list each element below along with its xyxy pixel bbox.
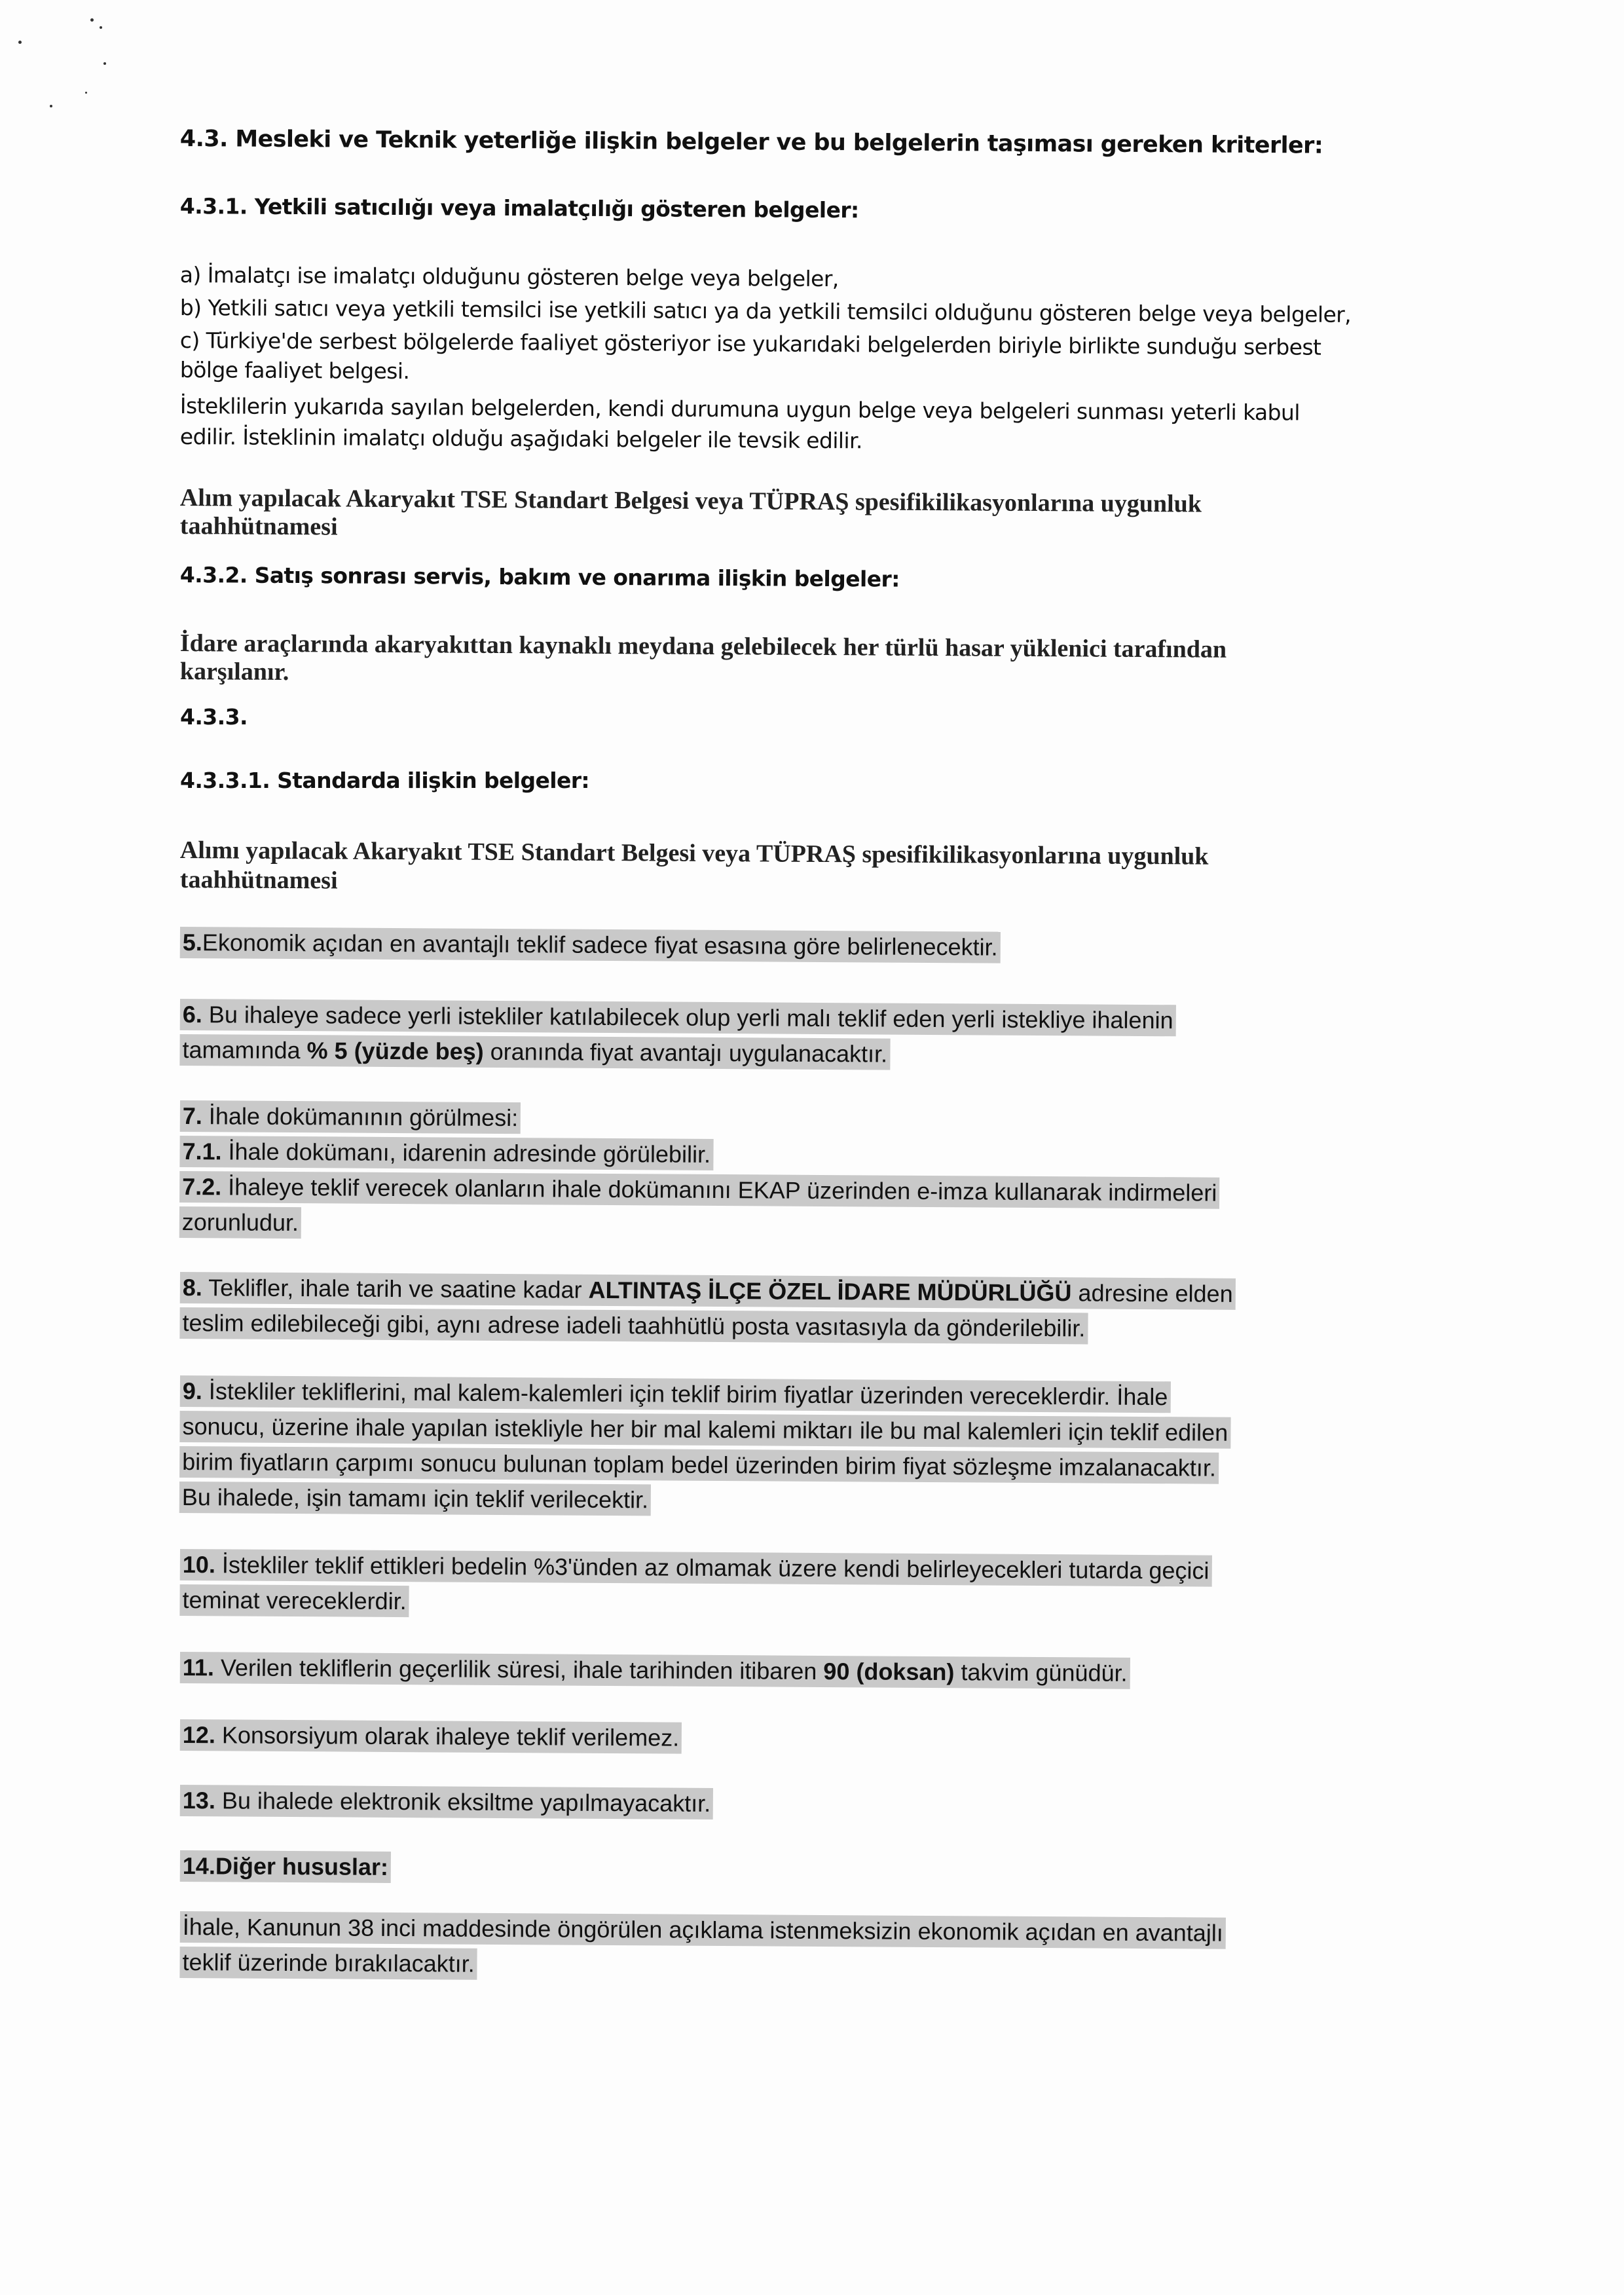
item-7-line <box>180 1100 521 1134</box>
item-9-text-1: İstekliler tekliflerini, mal kalem-kalemleri için teklif birim fiyatlar üzerinden vereceklerdir. İhale <box>202 1377 1168 1411</box>
item-5-number: 5. <box>182 929 203 956</box>
item-6-percent: % 5 (yüzde beş) <box>306 1037 484 1065</box>
item-7-1-line <box>179 1136 713 1170</box>
item-10-line-1 <box>180 1549 1212 1587</box>
scan-speck <box>50 105 52 107</box>
item-8-institution: ALTINTAŞ İLÇE ÖZEL İDARE MÜDÜRLÜĞÜ <box>588 1276 1072 1307</box>
criteria-note-line-1: İsteklilerin yukarıda sayılan belgelerden, kendi durumuna uygun belge veya belgeleri sunması yeterli kabul <box>179 393 1300 426</box>
serif-standard-line-1: Alımı yapılacak Akaryakıt TSE Standart Belgesi veya TÜPRAŞ spesifikilikasyonlarına uygunluk <box>179 836 1209 870</box>
item-14-title: 14.Diğer hususlar: <box>182 1852 389 1880</box>
item-6 <box>179 999 1175 1075</box>
item-11 <box>180 1652 1130 1693</box>
scan-speck <box>90 18 94 22</box>
criteria-line-c-cont: bölge faaliyet belgesi. <box>179 357 410 384</box>
item-13 <box>180 1785 714 1823</box>
item-7-text: İhale dokümanının görülmesi: <box>202 1102 519 1132</box>
item-7-1-number: 7.1. <box>182 1138 222 1165</box>
scan-speck <box>85 92 87 94</box>
item-14-heading <box>180 1850 391 1887</box>
serif-note-line-1: Alım yapılacak Akaryakıt TSE Standart Belgesi veya TÜPRAŞ spesifikilikasyonlarına uygunluk <box>179 484 1202 518</box>
item-13-number: 13. <box>182 1787 216 1814</box>
item-6-number: 6. <box>182 1001 203 1028</box>
section-heading-4-3-3: 4.3.3. <box>180 704 248 730</box>
item-10-text-2: teminat vereceklerdir. <box>182 1586 407 1615</box>
section-heading-4-3: 4.3. Mesleki ve Teknik yeterliğe ilişkin belgeler ve bu belgelerin taşıması gereken kriterler: <box>179 126 1323 159</box>
section-heading-4-3-3-1: 4.3.3.1. Standarda ilişkin belgeler: <box>180 768 590 793</box>
item-10-number: 10. <box>182 1551 216 1578</box>
item-7-2-text-2: zorunludur. <box>181 1208 299 1237</box>
item-11-line <box>180 1652 1130 1689</box>
item-8-line-2 <box>179 1307 1088 1344</box>
serif-note-line-2: taahhütnamesi <box>179 512 338 541</box>
item-9-number: 9. <box>182 1377 203 1405</box>
criteria-line-c: c) Türkiye'de serbest bölgelerde faaliyet gösteriyor ise yukarıdaki belgelerden biriyle birlikte sunduğu serbest <box>179 327 1321 360</box>
item-7-2-line-2 <box>179 1206 301 1239</box>
serif-damage-line-2: karşılanır. <box>179 658 289 686</box>
item-9-line-3 <box>179 1446 1219 1484</box>
scan-speck <box>18 41 22 44</box>
item-5-highlight <box>180 927 1001 963</box>
item-6-text-2a: tamamında <box>182 1036 307 1064</box>
item-11-text-c: takvim günüdür. <box>954 1658 1128 1687</box>
item-5-text: Ekonomik açıdan en avantajlı teklif sadece fiyat esasına göre belirlenecektir. <box>202 929 998 961</box>
item-10 <box>179 1549 1211 1626</box>
item-8-text-1a: Teklifler, ihale tarih ve saatine kadar <box>202 1274 589 1303</box>
item-11-text-a: Verilen tekliflerin geçerlilik süresi, ihale tarihinden itibaren <box>213 1654 824 1685</box>
item-9 <box>179 1375 1231 1523</box>
item-12-line <box>180 1719 682 1754</box>
item-6-line-2 <box>179 1034 890 1070</box>
section-heading-4-3-2: 4.3.2. Satış sonrası servis, bakım ve onarıma ilişkin belgeler: <box>179 562 900 592</box>
item-6-line-1 <box>180 999 1176 1036</box>
item-14-line-1 <box>180 1911 1226 1949</box>
item-11-number: 11. <box>182 1654 215 1681</box>
item-7 <box>179 1100 1220 1248</box>
item-9-line-1 <box>180 1375 1171 1413</box>
item-13-text: Bu ihalede elektronik eksiltme yapılmayacaktır. <box>215 1787 711 1817</box>
item-11-days: 90 (doksan) <box>823 1658 955 1686</box>
item-7-2-line-1 <box>179 1171 1219 1209</box>
item-8-text-2: teslim edilebileceği gibi, aynı adrese iadeli taahhütlü posta vasıtasıyla da gönderilebilir. <box>182 1309 1086 1342</box>
item-14-text-2: teklif üzerinde bırakılacaktır. <box>182 1949 475 1977</box>
item-14-line-2 <box>179 1947 477 1980</box>
item-8 <box>179 1272 1235 1349</box>
item-5 <box>180 927 1001 967</box>
item-14-heading-highlight <box>180 1850 391 1883</box>
section-heading-4-3-1: 4.3.1. Yetkili satıcılığı veya imalatçılığı gösteren belgeler: <box>179 193 859 223</box>
scan-speck <box>100 26 102 29</box>
item-14-text-1: İhale, Kanunun 38 inci maddesinde öngörülen açıklama istenmeksizin ekonomik açıdan en avantajlı <box>182 1913 1223 1947</box>
criteria-line-a: a) İmalatçı ise imalatçı olduğunu gösteren belge veya belgeler, <box>179 262 839 292</box>
item-8-line-1 <box>180 1272 1236 1310</box>
item-9-text-4: Bu ihalede, işin tamamı için teklif verilecektir. <box>181 1483 649 1514</box>
criteria-note-line-2: edilir. İsteklinin imalatçı olduğu aşağıdaki belgeler ile tevsik edilir. <box>179 424 862 454</box>
item-9-text-3: birim fiyatların çarpımı sonucu bulunan toplam bedel üzerinden birim fiyat sözleşme imzalanacaktır. <box>182 1448 1217 1482</box>
item-12-text: Konsorsiyum olarak ihaleye teklif verilemez. <box>215 1721 680 1751</box>
item-13-line <box>180 1785 714 1819</box>
item-9-line-2 <box>179 1411 1230 1449</box>
item-7-number: 7. <box>182 1102 203 1130</box>
item-9-text-2: sonucu, üzerine ihale yapılan istekliyle her bir mal kalemi miktarı ile bu mal kalemleri için teklif edilen <box>182 1413 1228 1446</box>
item-12-number: 12. <box>182 1721 216 1749</box>
item-7-2-text-1: İhaleye teklif verecek olanların ihale dokümanını EKAP üzerinden e-imza kullanarak indirmeleri <box>221 1173 1217 1206</box>
item-9-line-4 <box>179 1482 652 1516</box>
item-6-text-2c: oranında fiyat avantajı uygulanacaktır. <box>483 1037 888 1068</box>
item-12 <box>180 1719 682 1758</box>
item-8-text-1c: adresine elden <box>1071 1279 1233 1307</box>
item-14-body <box>179 1911 1226 1988</box>
item-7-1-text: İhale dokümanı, idarenin adresinde görülebilir. <box>221 1138 711 1168</box>
scan-speck <box>103 62 106 65</box>
item-7-2-number: 7.2. <box>182 1173 222 1201</box>
item-6-text-1: Bu ihaleye sadece yerli istekliler katılabilecek olup yerli malı teklif eden yerli istekliye ihalenin <box>202 1001 1173 1034</box>
criteria-line-b: b) Yetkili satıcı veya yetkili temsilci ise yetkili satıcı ya da yetkili temsilci olduğunu gösteren belge veya belgeler, <box>179 295 1352 327</box>
serif-damage-line-1: İdare araçlarında akaryakıttan kaynaklı meydana gelebilecek her türlü hasar yüklenici tarafından <box>179 629 1227 663</box>
item-10-text-1: İstekliler teklif ettikleri bedelin %3'ünden az olmamak üzere kendi belirleyecekleri tutarda geçici <box>215 1551 1209 1584</box>
serif-standard-line-2: taahhütnamesi <box>179 866 338 895</box>
item-10-line-2 <box>179 1584 409 1617</box>
item-8-number: 8. <box>182 1274 203 1301</box>
